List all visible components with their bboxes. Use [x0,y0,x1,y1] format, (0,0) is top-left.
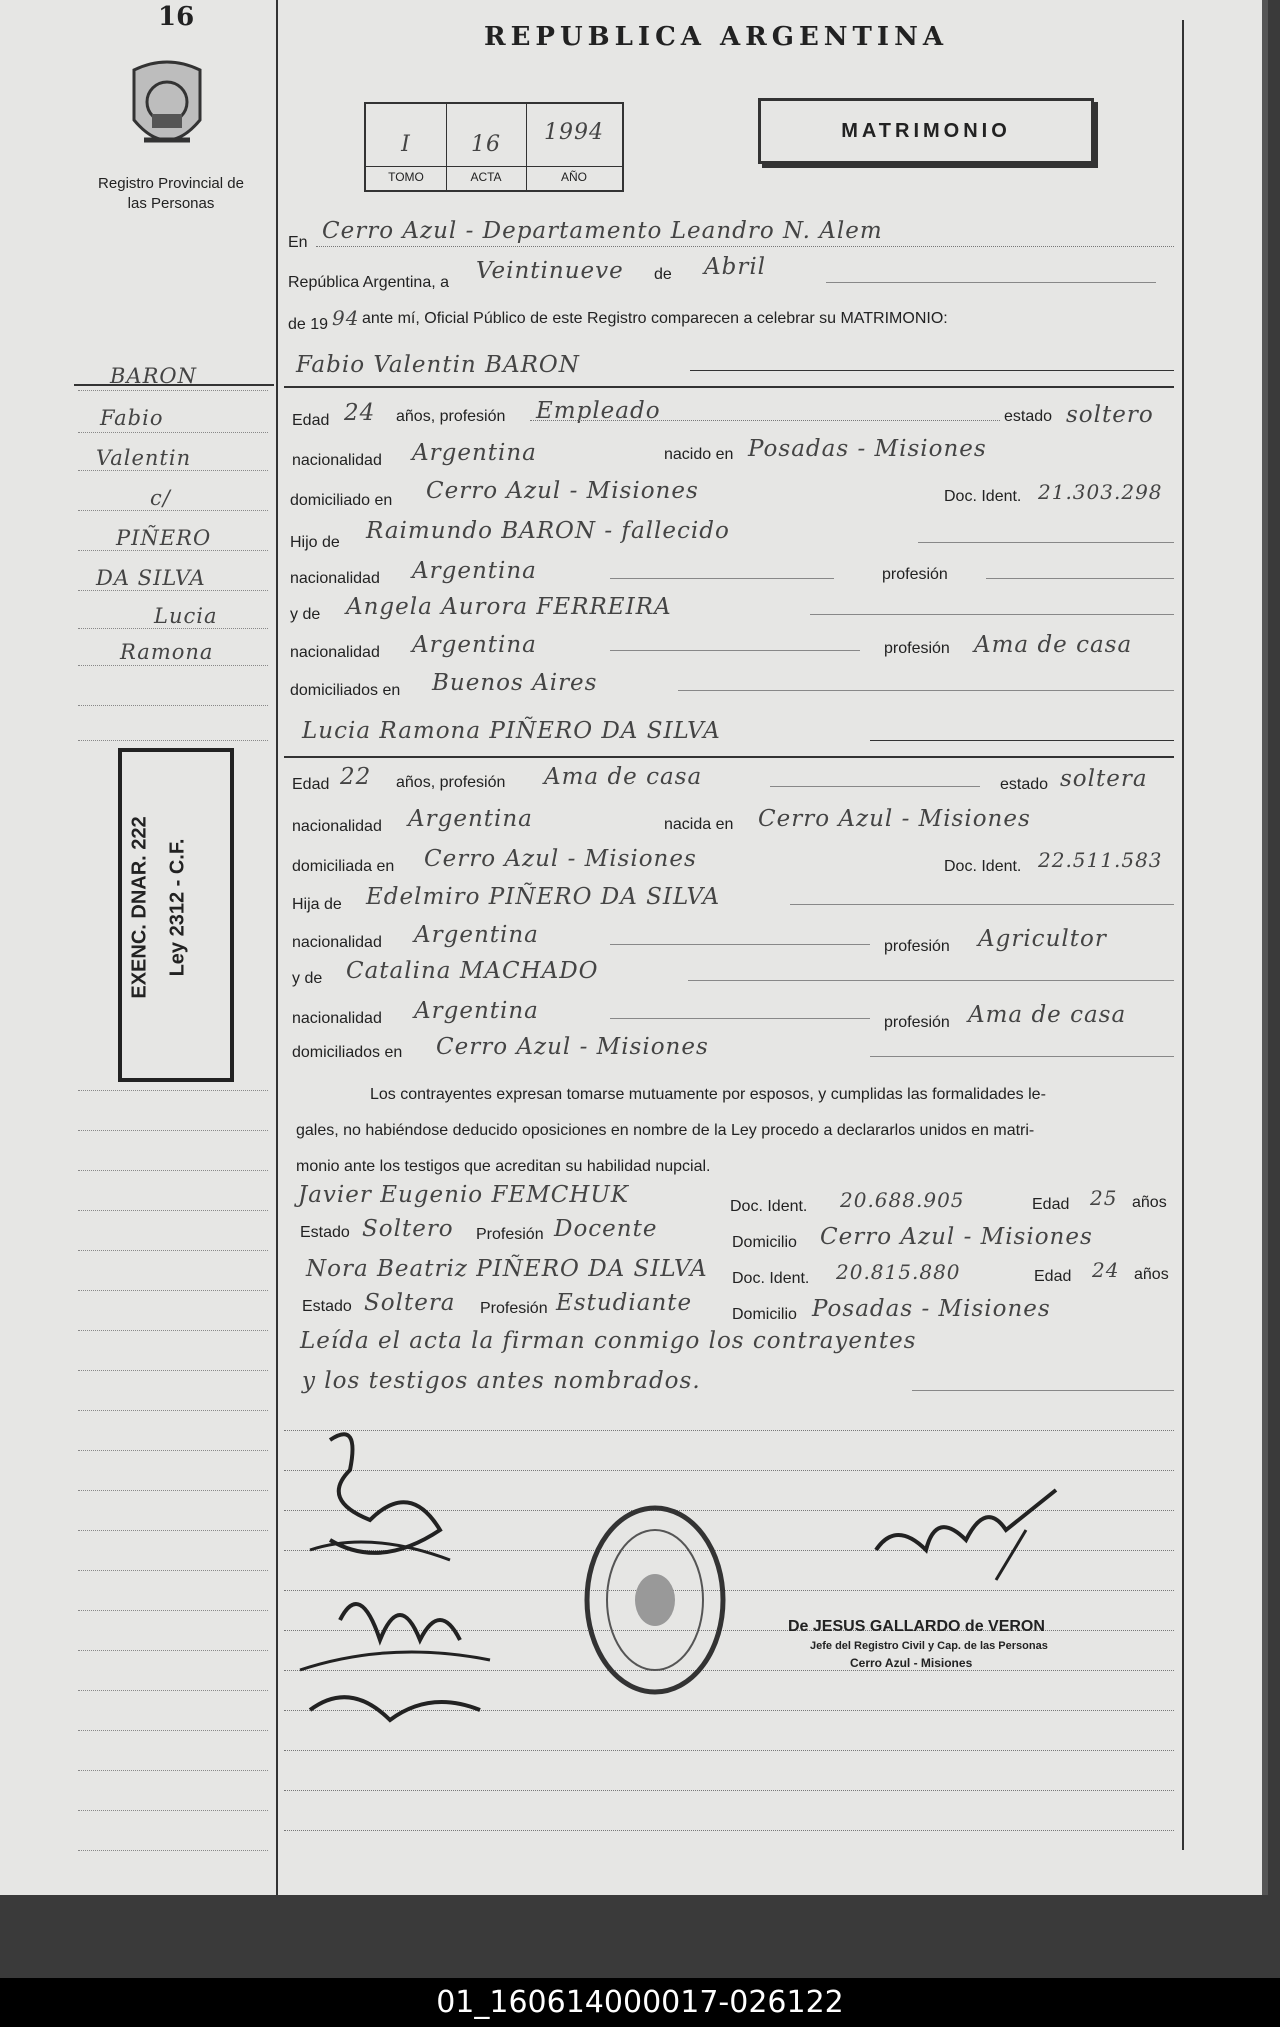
acta-value: 16 [471,132,501,157]
witness1-prof-label: Profesión [476,1226,544,1243]
witness2-edad-label: Edad [1034,1268,1072,1285]
groom-madre-nac: Argentina [412,632,537,658]
coat-of-arms-icon [126,56,208,160]
bride-dom-label: domiciliada en [292,858,395,875]
declaration-line1: Los contrayentes expresan tomarse mutuamente por esposos, y cumplidas las formalidades le- [370,1086,1046,1103]
groom-hijo-label: Hijo de [290,534,340,551]
bride-hija-label: Hija de [292,896,342,913]
witness1-name: Javier Eugenio FEMCHUK [298,1182,629,1208]
bride-madre-nac: Argentina [414,998,539,1024]
witness2-name: Nora Beatriz PIÑERO DA SILVA [306,1256,708,1282]
ano-value: 1994 [544,120,604,145]
bride-doms-label: domiciliados en [292,1044,403,1061]
groom-doc: 21.303.298 [1038,480,1163,504]
declaration-line2: gales, no habiéndose deducido oposiciones en nombre de la Ley procedo a declararlos unidos en matri- [296,1122,1035,1139]
bride-domicilio: Cerro Azul - Misiones [424,846,697,872]
groom-doc-label: Doc. Ident. [944,488,1022,505]
bride-padre-nac-label: nacionalidad [292,934,382,951]
groom-padre-prof-label: profesión [882,566,948,583]
page-number: 16 [158,2,195,32]
witness1-doc-label: Doc. Ident. [730,1198,808,1215]
groom-padres-dom: Buenos Aires [432,670,598,696]
country-title: REPUBLICA ARGENTINA [484,22,949,52]
bride-padre: Edelmiro PIÑERO DA SILVA [366,884,721,910]
bride-padre-prof-label: profesión [884,938,950,955]
bride-name: Lucia Ramona PIÑERO DA SILVA [302,718,721,744]
bride-profesion: Ama de casa [544,764,703,790]
margin-separator: c/ [150,486,171,510]
tomo-value: I [401,132,411,157]
margin-groom-surname: BARON [110,364,198,388]
closing-line1: Leída el acta la firman conmigo los contrayentes [300,1328,917,1354]
day-value: Veintinueve [476,258,624,284]
witness1-estado: Soltero [362,1216,454,1242]
groom-estado: soltero [1066,402,1154,428]
margin-bride-surname: PIÑERO [116,526,212,550]
closing-line2: y los testigos antes nombrados. [302,1368,701,1394]
groom-nacionalidad: Argentina [412,440,537,466]
registry-label: Registro Provincial de las Personas [98,175,244,212]
bride-doc: 22.511.583 [1038,848,1163,872]
witness2-prof-label: Profesión [480,1300,548,1317]
witness1-domicilio: Cerro Azul - Misiones [820,1224,1093,1250]
groom-profesion: Empleado [536,398,661,424]
bride-anos-label: años, profesión [396,774,506,791]
bride-padre-prof: Agricultor [978,926,1107,952]
margin-rule [276,0,278,1895]
bride-nacida-label: nacida en [664,816,734,833]
groom-estado-label: estado [1004,408,1053,425]
place-value: Cerro Azul - Departamento Leandro N. Alem [322,218,883,244]
ano-label: AÑO [560,170,587,184]
groom-doms-label: domiciliados en [290,682,401,699]
groom-padre-nac: Argentina [412,558,537,584]
year-label: de 19 [288,316,329,333]
bride-estado: soltera [1060,766,1148,792]
groom-domicilio: Cerro Azul - Misiones [426,478,699,504]
groom-name: Fabio Valentin BARON [296,352,580,378]
official-place: Cerro Azul - Misiones [850,1656,973,1670]
groom-edad-label: Edad [292,412,330,429]
witness1-edad: 25 [1090,1186,1118,1210]
groom-yde-label: y de [290,606,321,623]
witness2-anos-label: años [1134,1266,1169,1283]
official-signature-icon [856,1470,1086,1600]
witness1-edad-label: Edad [1032,1196,1070,1213]
bride-nac-label: nacionalidad [292,818,382,835]
en-label: En [288,234,308,251]
bride-nacida: Cerro Azul - Misiones [758,806,1031,832]
witness2-profesion: Estudiante [556,1290,693,1316]
official-name: De JESUS GALLARDO de VERON [788,1618,1045,1635]
right-rule [1182,20,1184,1850]
margin-groom-middle: Valentin [96,446,192,470]
witness2-doc: 20.815.880 [836,1260,961,1284]
image-id-footer: 01_160614000017-026122 [0,1978,1280,2027]
witness1-dom-label: Domicilio [732,1234,797,1251]
groom-anos-label: años, profesión [396,408,506,425]
stamp-line2: EXENC. DNAR. 222 [128,816,151,999]
bride-nacionalidad: Argentina [408,806,533,832]
witness1-anos-label: años [1132,1194,1167,1211]
groom-nac-label: nacionalidad [292,452,382,469]
exemption-stamp [118,748,234,1082]
groom-madre-prof-label: profesión [884,640,950,657]
bride-padres-dom: Cerro Azul - Misiones [436,1034,709,1060]
record-id-box [364,102,624,192]
groom-madre-nac-label: nacionalidad [290,644,380,661]
bride-edad: 22 [340,764,372,790]
groom-nacido-label: nacido en [664,446,734,463]
intro-sentence: ante mí, Oficial Público de este Registro comparecen a celebrar su MATRIMONIO: [362,310,948,327]
tomo-label: TOMO [388,170,424,184]
witness1-estado-label: Estado [300,1224,350,1241]
section-title: MATRIMONIO [758,98,1094,164]
witness2-edad: 24 [1092,1258,1120,1282]
witness1-doc: 20.688.905 [840,1188,965,1212]
stamp-line1: Ley 2312 - C.F. [166,838,189,977]
margin-groom-first: Fabio [100,406,164,430]
bride-madre-nac-label: nacionalidad [292,1010,382,1027]
margin-bride-surname2: DA SILVA [96,566,206,590]
bride-padre-nac: Argentina [414,922,539,948]
witness2-estado: Soltera [364,1290,456,1316]
bride-madre-prof-label: profesión [884,1014,950,1031]
bride-doc-label: Doc. Ident. [944,858,1022,875]
official-seal-icon [580,1500,730,1700]
groom-edad: 24 [344,400,376,426]
groom-padre-nac-label: nacionalidad [290,570,380,587]
de-label: de [654,266,672,283]
groom-padre: Raimundo BARON - fallecido [366,518,730,544]
declaration-line3: monio ante los testigos que acreditan su habilidad nupcial. [296,1158,711,1175]
bride-madre-prof: Ama de casa [968,1002,1127,1028]
witness2-domicilio: Posadas - Misiones [812,1296,1051,1322]
year-value: 94 [332,306,360,330]
month-value: Abril [704,254,767,280]
margin-bride-middle: Ramona [120,640,214,664]
groom-madre: Angela Aurora FERREIRA [346,594,672,620]
signatures-icon [290,1410,510,1740]
republica-label: República Argentina, a [288,274,449,291]
bride-yde-label: y de [292,970,323,987]
witness2-dom-label: Domicilio [732,1306,797,1323]
acta-label: ACTA [470,170,502,184]
witness2-estado-label: Estado [302,1298,352,1315]
official-title: Jefe del Registro Civil y Cap. de las Personas [810,1640,1048,1652]
groom-dom-label: domiciliado en [290,492,393,509]
groom-nacido: Posadas - Misiones [748,436,987,462]
groom-madre-prof: Ama de casa [974,632,1133,658]
bride-estado-label: estado [1000,776,1049,793]
margin-bride-first: Lucia [154,604,218,628]
witness2-doc-label: Doc. Ident. [732,1270,810,1287]
bride-madre: Catalina MACHADO [346,958,599,984]
witness1-profesion: Docente [554,1216,658,1242]
bride-edad-label: Edad [292,776,330,793]
